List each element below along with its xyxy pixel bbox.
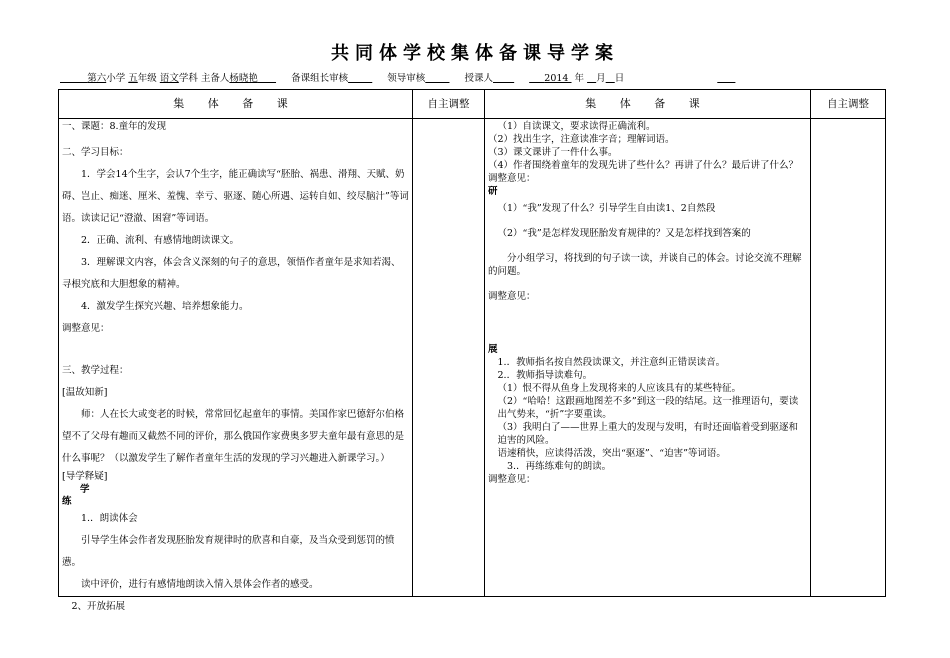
show-marker: 展 — [488, 344, 498, 355]
reading-tip: 语速稍快，应读得活泼，突出“驱逐”、“迫害”等词语。 — [497, 448, 726, 459]
research-q2: （2）“我”是怎样发现胚胎发育规律的？又是怎样找到答案的 — [497, 228, 751, 239]
document-meta-line: 第六小学 五年级 语文学科 主备人杨晓艳 备课组长审核 领导审核 授课人 2014 年 月 日 — [60, 72, 890, 86]
practice-marker: 练 — [62, 496, 72, 507]
lesson-plan-table — [58, 89, 886, 612]
review-section-label: [温故知新] — [62, 387, 108, 398]
learning-goals-heading: 二、学习目标： — [62, 147, 129, 158]
teacher-label: 授课人 — [464, 73, 494, 84]
teaching-process-heading: 三、教学过程： — [62, 365, 129, 376]
hard-sentence-3: （3）我明白了——世界上重大的发现与发明，有时还面临着受到驱逐和迫害的风险。 — [497, 422, 799, 446]
right-main-header: 集 体 备 课 — [585, 97, 710, 110]
adjust-note: 调整意见： — [488, 173, 536, 184]
page-title: 共同体学校集体备课导学案 — [331, 43, 619, 64]
adjust-note: 调整意见： — [62, 323, 110, 334]
open-extension-step: 2、开放拓展 — [71, 601, 126, 612]
hard-sentence-1: （1）恨不得从鱼身上发现将来的人应该具有的某些特征。 — [497, 383, 742, 394]
left-adjust-header: 自主调整 — [427, 98, 470, 110]
show-step-1: 1.．教师指名按自然段读课文，并注意纠正错误读音。 — [497, 357, 726, 368]
group-review-label: 备课组长审核 — [291, 73, 349, 84]
left-main-header: 集 体 备 课 — [173, 97, 298, 110]
preparer-field: 杨晓艳 — [229, 73, 258, 84]
adjust-note: 调整意见： — [488, 291, 536, 302]
grade-field: 五 — [128, 73, 138, 84]
leader-review-label: 领导审核 — [387, 73, 426, 84]
review-text: 师：人在长大或变老的时候，常常回忆起童年的事情。美国作家巴德舒尔伯格望不了父母有趣而又截然不同的评价，那么俄国作家费奥多罗夫童年最有意思的是什么事呢？（以激发学生了解作者童年生活的发现的学习兴趣进入新课学习。） — [62, 409, 405, 464]
lesson-topic: 一、课题：8.童年的发现 — [62, 121, 167, 132]
right-adjust-header: 自主调整 — [827, 98, 869, 110]
task-1: （1）自读课文，要求读得正确流利。 — [497, 121, 656, 132]
subject-field: 语文 — [159, 73, 179, 84]
left-content — [62, 120, 409, 612]
reading-guide-text: 引导学生体会作者发现胚胎发育规律时的欣喜和自豪，及当众受到惩罚的愤懑。 — [62, 535, 395, 568]
research-q1: （1）“我”发现了什么？引导学生自由读1、2自然段 — [497, 203, 716, 214]
task-4: （4）作者围绕着童年的发现先讲了些什么？再讲了什么？最后讲了什么？ — [488, 160, 799, 171]
guide-section-label: [导学释疑] — [62, 471, 108, 482]
group-study-text: 分小组学习，将找到的句子读一读，并谈自己的体会。讨论交流不理解的问题。 — [488, 253, 802, 277]
school-field: 第六 — [87, 73, 107, 84]
adjust-note: 调整意见： — [488, 474, 536, 485]
reading-step: 1.．朗读体会 — [81, 513, 138, 524]
task-2: （2）找出生字，注意读准字音；理解词语。 — [488, 134, 675, 145]
research-marker: 研 — [488, 186, 498, 197]
goal-3: 3．理解课文内容，体会含义深刻的句子的意思，领悟作者童年是求知若渴、寻根究底和大胆想象的精神。 — [62, 257, 401, 290]
task-3: （3）课文课讲了一件什么事。 — [488, 147, 618, 158]
goal-4: 4．激发学生探究兴趣、培养想象能力。 — [81, 301, 249, 312]
reading-eval-text: 读中评价，进行有感情地朗读入情入景体会作者的感受。 — [81, 579, 319, 590]
hard-sentence-2: （2）“哈哈！这跟画地图差不多”到这一段的结尾。这一推理语句，要读出气势来，“折”字要重读。 — [497, 396, 799, 420]
year-field: 2014 — [544, 73, 569, 84]
show-step-2: 2.．教师指导读难句。 — [497, 370, 593, 381]
show-step-3: 3.．再练练难句的朗读。 — [507, 461, 612, 472]
goal-2: 2．正确、流利、有感情地朗读课文。 — [81, 235, 240, 246]
goal-1: 1．学会14个生字，会认7个生字，能正确读写“胚胎、祸患、滑翔、天赋、奶碍、岂止、痴迷、厘米、羞愧、幸亏、驱逐、随心所遇、运转自如、绞尽脑汁”等词语。读读记记“澄澈、困窘”等词语。 — [62, 169, 409, 224]
study-marker: 学 — [80, 484, 90, 495]
right-content — [488, 120, 807, 594]
